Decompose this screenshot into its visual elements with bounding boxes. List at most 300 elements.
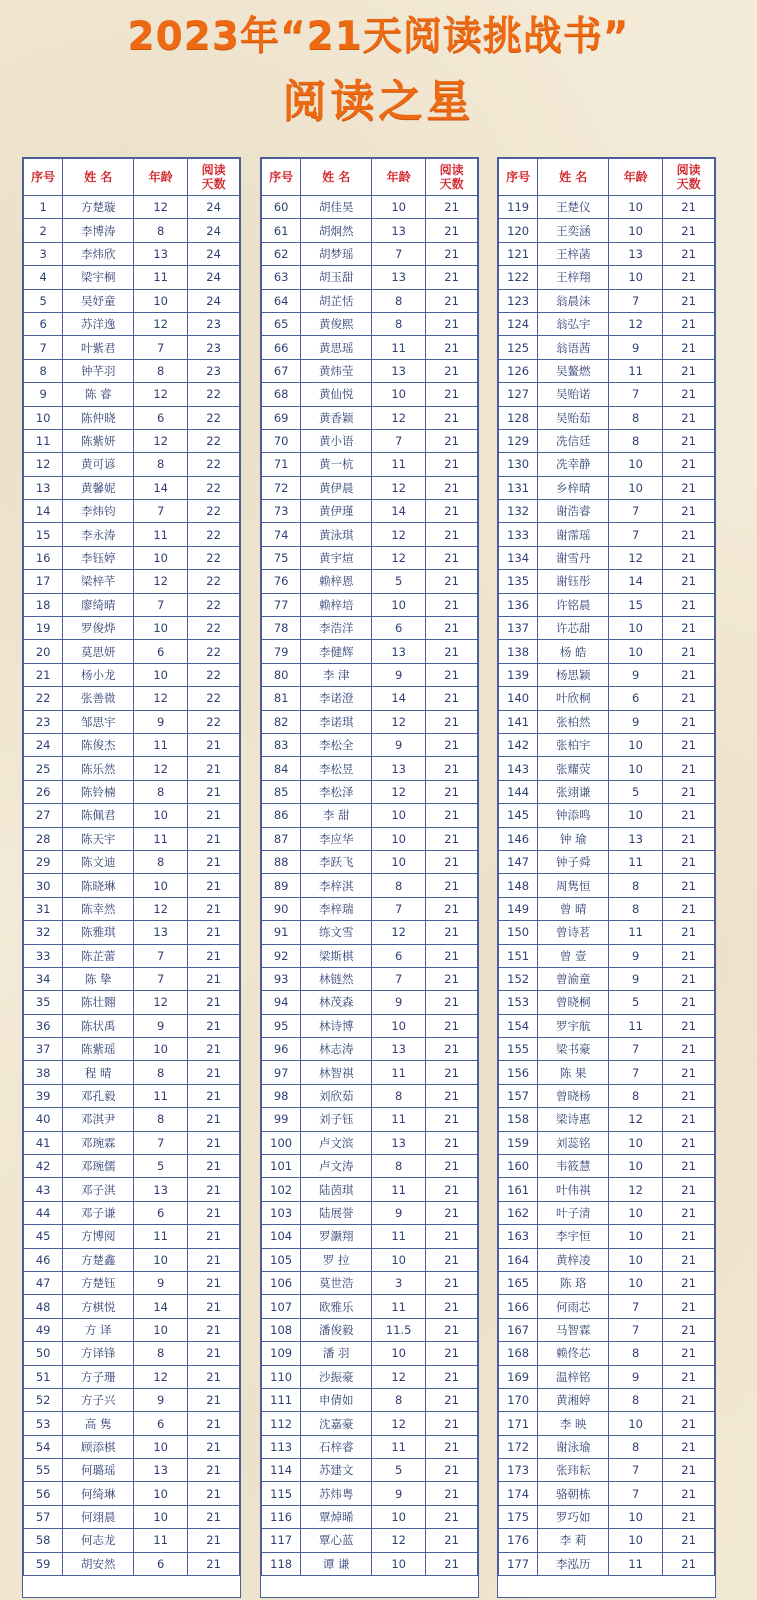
cell-age: 9 [134, 710, 188, 733]
cell-index: 45 [24, 1225, 63, 1248]
table-row [262, 1529, 478, 1552]
cell-age: 10 [134, 1038, 188, 1061]
table-row [24, 1295, 240, 1318]
cell-name: 王奕涵 [538, 219, 609, 242]
cell-age: 10 [134, 1482, 188, 1505]
cell-index: 36 [24, 1014, 63, 1037]
table-row [499, 897, 715, 920]
cell-age: 7 [134, 593, 188, 616]
cell-age: 7 [609, 1318, 663, 1341]
table-row [24, 1108, 240, 1131]
cell-name: 陈佩君 [63, 804, 134, 827]
table-row [24, 570, 240, 593]
cell-name: 潘俊毅 [301, 1318, 372, 1341]
cell-age: 10 [134, 804, 188, 827]
cell-name: 陈芷蕾 [63, 944, 134, 967]
cell-name: 申倩如 [301, 1388, 372, 1411]
cell-index: 107 [262, 1295, 301, 1318]
cell-age: 10 [609, 1201, 663, 1224]
cell-age: 10 [609, 476, 663, 499]
table-row [24, 429, 240, 452]
cell-days: 21 [426, 1201, 478, 1224]
cell-days: 21 [188, 1038, 240, 1061]
cell-index: 161 [499, 1178, 538, 1201]
cell-name: 胡安然 [63, 1552, 134, 1575]
cell-days: 21 [188, 1318, 240, 1341]
table-row [24, 921, 240, 944]
cell-days: 21 [426, 1108, 478, 1131]
table-row [262, 453, 478, 476]
cell-days: 21 [663, 429, 715, 452]
table-row [262, 1295, 478, 1318]
table-row [24, 1342, 240, 1365]
cell-name: 莫思妍 [63, 640, 134, 663]
cell-age: 11 [134, 1084, 188, 1107]
cell-name: 潘 羽 [301, 1342, 372, 1365]
header-name: 姓 名 [63, 159, 134, 196]
cell-age: 3 [372, 1271, 426, 1294]
cell-name: 何翊晨 [63, 1505, 134, 1528]
header-age: 年龄 [372, 159, 426, 196]
cell-name: 石梓睿 [301, 1435, 372, 1458]
cell-name: 李永涛 [63, 523, 134, 546]
cell-index: 172 [499, 1435, 538, 1458]
cell-days: 21 [663, 406, 715, 429]
cell-days: 21 [188, 1365, 240, 1388]
cell-index: 87 [262, 827, 301, 850]
cell-days: 21 [188, 1225, 240, 1248]
cell-days: 21 [426, 944, 478, 967]
table-row [24, 804, 240, 827]
cell-name: 胡炯然 [301, 219, 372, 242]
cell-index: 111 [262, 1388, 301, 1411]
cell-days: 21 [188, 1552, 240, 1575]
cell-index: 49 [24, 1318, 63, 1341]
table-row [499, 874, 715, 897]
cell-index: 119 [499, 196, 538, 219]
cell-name: 黄梓凌 [538, 1248, 609, 1271]
cell-days: 21 [663, 1225, 715, 1248]
cell-age: 8 [372, 1388, 426, 1411]
header-index: 序号 [262, 159, 301, 196]
cell-age: 12 [134, 383, 188, 406]
cell-age: 11 [134, 827, 188, 850]
table-row [24, 523, 240, 546]
cell-name: 陈紫妍 [63, 429, 134, 452]
cell-name: 陈铃楠 [63, 780, 134, 803]
cell-days: 21 [663, 1412, 715, 1435]
table-row [24, 897, 240, 920]
table-row [499, 617, 715, 640]
table-row [262, 617, 478, 640]
cell-name: 张翊谦 [538, 780, 609, 803]
cell-name: 陈壮翾 [63, 991, 134, 1014]
cell-days: 21 [426, 804, 478, 827]
cell-index: 4 [24, 266, 63, 289]
cell-days: 21 [188, 1061, 240, 1084]
cell-days: 21 [663, 850, 715, 873]
table-row [262, 1061, 478, 1084]
cell-days: 22 [188, 406, 240, 429]
table-row [262, 640, 478, 663]
cell-age: 10 [609, 219, 663, 242]
cell-days: 22 [188, 523, 240, 546]
cell-index: 48 [24, 1295, 63, 1318]
cell-name: 王梓菡 [538, 242, 609, 265]
cell-index: 158 [499, 1108, 538, 1131]
cell-days: 24 [188, 219, 240, 242]
cell-index: 8 [24, 359, 63, 382]
cell-name: 李健辉 [301, 640, 372, 663]
cell-index: 97 [262, 1061, 301, 1084]
cell-name: 黄香颖 [301, 406, 372, 429]
cell-days: 21 [426, 500, 478, 523]
cell-days: 21 [663, 1365, 715, 1388]
cell-days: 21 [663, 921, 715, 944]
cell-days: 21 [426, 336, 478, 359]
cell-age: 12 [372, 921, 426, 944]
table-row [262, 991, 478, 1014]
cell-name: 陈仲晓 [63, 406, 134, 429]
cell-name: 邓琬儒 [63, 1155, 134, 1178]
cell-days: 21 [188, 1155, 240, 1178]
cell-age: 12 [134, 897, 188, 920]
cell-index: 146 [499, 827, 538, 850]
cell-index: 157 [499, 1084, 538, 1107]
cell-days: 22 [188, 663, 240, 686]
cell-name: 曾 壹 [538, 944, 609, 967]
cell-name: 谢霈瑶 [538, 523, 609, 546]
table-row [499, 1248, 715, 1271]
table-row [262, 1342, 478, 1365]
cell-days: 21 [663, 1131, 715, 1154]
cell-name: 谢泳瑜 [538, 1435, 609, 1458]
cell-index: 30 [24, 874, 63, 897]
cell-index: 44 [24, 1201, 63, 1224]
cell-name: 方棋悦 [63, 1295, 134, 1318]
table-row [24, 383, 240, 406]
table-row [499, 1061, 715, 1084]
cell-age: 8 [134, 1108, 188, 1131]
cell-age: 10 [609, 804, 663, 827]
cell-days: 21 [188, 1131, 240, 1154]
cell-index: 15 [24, 523, 63, 546]
cell-age: 10 [134, 289, 188, 312]
cell-name: 卢文涛 [301, 1155, 372, 1178]
cell-days: 21 [663, 967, 715, 990]
cell-name: 温梓铭 [538, 1365, 609, 1388]
cell-days: 21 [663, 476, 715, 499]
cell-age: 7 [609, 1482, 663, 1505]
cell-age: 11 [372, 453, 426, 476]
cell-age: 5 [609, 991, 663, 1014]
table-row [499, 967, 715, 990]
table-row [262, 219, 478, 242]
cell-name: 黄伊瑾 [301, 500, 372, 523]
cell-index: 135 [499, 570, 538, 593]
cell-index: 113 [262, 1435, 301, 1458]
cell-age: 8 [372, 1155, 426, 1178]
cell-age: 10 [372, 804, 426, 827]
cell-days: 21 [188, 1459, 240, 1482]
table-row [499, 757, 715, 780]
table-row [24, 1412, 240, 1435]
cell-index: 152 [499, 967, 538, 990]
cell-days: 23 [188, 359, 240, 382]
cell-index: 104 [262, 1225, 301, 1248]
cell-days: 22 [188, 500, 240, 523]
cell-days: 22 [188, 640, 240, 663]
cell-index: 74 [262, 523, 301, 546]
cell-index: 150 [499, 921, 538, 944]
cell-index: 12 [24, 453, 63, 476]
table-row [499, 312, 715, 335]
cell-age: 6 [134, 1552, 188, 1575]
cell-days: 21 [426, 1084, 478, 1107]
cell-index: 143 [499, 757, 538, 780]
cell-index: 20 [24, 640, 63, 663]
cell-index: 29 [24, 850, 63, 873]
cell-index: 147 [499, 850, 538, 873]
header-name: 姓 名 [538, 159, 609, 196]
cell-age: 8 [372, 312, 426, 335]
cell-index: 99 [262, 1108, 301, 1131]
cell-index: 169 [499, 1365, 538, 1388]
cell-days: 21 [188, 1271, 240, 1294]
cell-days: 24 [188, 196, 240, 219]
cell-days: 21 [663, 219, 715, 242]
cell-days: 21 [663, 1295, 715, 1318]
table-row [262, 687, 478, 710]
table-row [499, 640, 715, 663]
cell-days: 21 [426, 710, 478, 733]
cell-age: 13 [609, 242, 663, 265]
cell-days: 21 [188, 1482, 240, 1505]
cell-age: 13 [134, 1178, 188, 1201]
header-days: 阅读 天数 [426, 159, 478, 196]
cell-age: 13 [134, 242, 188, 265]
table-row [24, 242, 240, 265]
cell-name: 罗 拉 [301, 1248, 372, 1271]
table-row [499, 1412, 715, 1435]
cell-age: 6 [372, 944, 426, 967]
cell-name: 王楚仪 [538, 196, 609, 219]
table-row [499, 1271, 715, 1294]
table-row [24, 1552, 240, 1575]
cell-name: 李 甜 [301, 804, 372, 827]
cell-days: 21 [426, 546, 478, 569]
cell-days: 21 [426, 1014, 478, 1037]
cell-index: 55 [24, 1459, 63, 1482]
cell-name: 陆展誉 [301, 1201, 372, 1224]
cell-age: 10 [609, 1131, 663, 1154]
cell-name: 李跃飞 [301, 850, 372, 873]
cell-days: 21 [663, 1248, 715, 1271]
cell-age: 10 [372, 1505, 426, 1528]
cell-days: 21 [426, 1505, 478, 1528]
cell-name: 方 译 [63, 1318, 134, 1341]
cell-index: 138 [499, 640, 538, 663]
cell-name: 李浩洋 [301, 617, 372, 640]
cell-days: 22 [188, 429, 240, 452]
cell-age: 14 [372, 500, 426, 523]
table-row [499, 991, 715, 1014]
cell-days: 21 [426, 1225, 478, 1248]
cell-name: 林茂森 [301, 991, 372, 1014]
cell-days: 21 [663, 827, 715, 850]
cell-days: 21 [663, 1318, 715, 1341]
cell-index: 124 [499, 312, 538, 335]
cell-index: 47 [24, 1271, 63, 1294]
table-row [262, 1271, 478, 1294]
cell-index: 98 [262, 1084, 301, 1107]
cell-days: 21 [188, 1529, 240, 1552]
cell-age: 10 [609, 1529, 663, 1552]
cell-name: 陈 珞 [538, 1271, 609, 1294]
cell-days: 21 [663, 1482, 715, 1505]
cell-index: 174 [499, 1482, 538, 1505]
cell-name: 陈状禹 [63, 1014, 134, 1037]
cell-index: 19 [24, 617, 63, 640]
cell-age: 9 [372, 663, 426, 686]
cell-name: 冼幸静 [538, 453, 609, 476]
cell-index: 106 [262, 1271, 301, 1294]
table-row [262, 967, 478, 990]
cell-index: 40 [24, 1108, 63, 1131]
table-row [499, 383, 715, 406]
cell-age: 10 [134, 1248, 188, 1271]
cell-index: 88 [262, 850, 301, 873]
cell-days: 22 [188, 570, 240, 593]
cell-index: 154 [499, 1014, 538, 1037]
cell-age: 10 [134, 1318, 188, 1341]
cell-index: 1 [24, 196, 63, 219]
cell-name: 陈紫瑶 [63, 1038, 134, 1061]
cell-index: 153 [499, 991, 538, 1014]
cell-name: 林诗博 [301, 1014, 372, 1037]
cell-days: 21 [426, 476, 478, 499]
cell-name: 梁宇桐 [63, 266, 134, 289]
cell-age: 7 [609, 1295, 663, 1318]
cell-days: 21 [426, 1412, 478, 1435]
table-row [262, 944, 478, 967]
cell-age: 12 [134, 991, 188, 1014]
cell-index: 31 [24, 897, 63, 920]
cell-days: 21 [426, 617, 478, 640]
cell-days: 21 [663, 757, 715, 780]
cell-age: 10 [372, 850, 426, 873]
table-row [499, 1435, 715, 1458]
cell-days: 21 [188, 804, 240, 827]
cell-index: 130 [499, 453, 538, 476]
cell-age: 10 [609, 1248, 663, 1271]
cell-index: 142 [499, 733, 538, 756]
cell-index: 35 [24, 991, 63, 1014]
cell-name: 乡梓晴 [538, 476, 609, 499]
table-row [24, 1201, 240, 1224]
cell-index: 155 [499, 1038, 538, 1061]
cell-age: 10 [609, 1505, 663, 1528]
table-row [262, 1552, 478, 1575]
cell-age: 13 [134, 1459, 188, 1482]
cell-days: 21 [426, 640, 478, 663]
cell-age: 13 [609, 827, 663, 850]
cell-age: 12 [134, 196, 188, 219]
cell-days: 21 [426, 1529, 478, 1552]
cell-index: 24 [24, 733, 63, 756]
cell-age: 13 [372, 1038, 426, 1061]
cell-age: 10 [609, 617, 663, 640]
cell-days: 22 [188, 593, 240, 616]
cell-index: 96 [262, 1038, 301, 1061]
header-age: 年龄 [609, 159, 663, 196]
cell-age: 7 [609, 1038, 663, 1061]
cell-days: 21 [426, 1061, 478, 1084]
cell-index: 136 [499, 593, 538, 616]
cell-age: 6 [134, 1201, 188, 1224]
cell-index: 165 [499, 1271, 538, 1294]
cell-name: 李梓瑞 [301, 897, 372, 920]
table-row [262, 1412, 478, 1435]
cell-age: 11 [372, 1295, 426, 1318]
cell-name: 叶伟祺 [538, 1178, 609, 1201]
cell-age: 11.5 [372, 1318, 426, 1341]
cell-name: 冼信廷 [538, 429, 609, 452]
cell-name: 邓琬霖 [63, 1131, 134, 1154]
cell-age: 7 [372, 242, 426, 265]
cell-index: 162 [499, 1201, 538, 1224]
cell-name: 吴贻诺 [538, 383, 609, 406]
cell-index: 18 [24, 593, 63, 616]
cell-days: 21 [188, 1178, 240, 1201]
table-row [262, 429, 478, 452]
cell-index: 128 [499, 406, 538, 429]
cell-index: 16 [24, 546, 63, 569]
cell-days: 21 [188, 874, 240, 897]
cell-name: 刘子钰 [301, 1108, 372, 1131]
cell-name: 林智祺 [301, 1061, 372, 1084]
cell-days: 21 [188, 1505, 240, 1528]
cell-age: 8 [609, 1388, 663, 1411]
table-row [499, 1038, 715, 1061]
cell-name: 周隽恒 [538, 874, 609, 897]
cell-days: 21 [426, 429, 478, 452]
cell-age: 11 [372, 1435, 426, 1458]
cell-age: 7 [134, 500, 188, 523]
cell-days: 21 [188, 1248, 240, 1271]
header-age: 年龄 [134, 159, 188, 196]
cell-index: 173 [499, 1459, 538, 1482]
table-row [24, 476, 240, 499]
cell-age: 8 [609, 874, 663, 897]
cell-days: 21 [663, 336, 715, 359]
cell-name: 覃焯晞 [301, 1505, 372, 1528]
cell-days: 21 [426, 1295, 478, 1318]
cell-days: 21 [188, 944, 240, 967]
cell-index: 53 [24, 1412, 63, 1435]
table-row [262, 383, 478, 406]
table-row [262, 921, 478, 944]
cell-age: 6 [372, 617, 426, 640]
cell-index: 21 [24, 663, 63, 686]
cell-days: 21 [188, 850, 240, 873]
cell-days: 21 [426, 1482, 478, 1505]
table-header-row [499, 159, 715, 196]
cell-index: 116 [262, 1505, 301, 1528]
cell-name: 黄馨妮 [63, 476, 134, 499]
cell-age: 5 [134, 1155, 188, 1178]
table-row [499, 687, 715, 710]
